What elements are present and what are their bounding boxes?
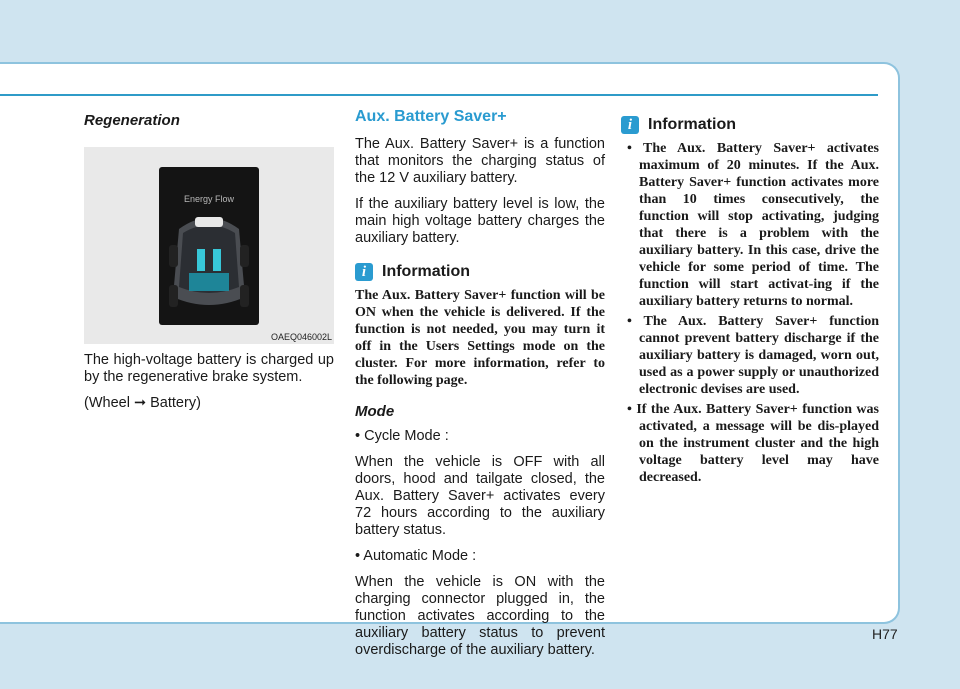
info-header-2 [621,116,879,134]
aux-battery-heading: Aux. Battery Saver+ [355,108,507,125]
car-icon [159,167,259,325]
info-bullet-1: • The Aux. Battery Saver+ activates maximum of 20 minutes. If the Aux. Battery Saver+ function activates more than 10 times consecutively, the function will stop activating, judging that there is a problem with the auxiliary battery. In this case, drive the vehicle for some period of time. The function will start activat-ing if the auxiliary battery returns to normal. [627,141,879,309]
column-information [621,112,879,489]
cycle-mode-bullet: • Cycle Mode : [355,428,449,444]
regeneration-heading: Regeneration [84,112,180,129]
info-text: The Aux. Battery Saver+ function will be ON when the vehicle is delivered. If the function is not needed, you may turn it off in the Users Settings mode on the cluster. For more information, refer to the following page. [355,288,605,388]
header-rule [0,94,878,96]
figure-code: OAEQ046002L [270,332,332,342]
cluster-screen [159,167,259,325]
column-regeneration [84,108,334,421]
info-bullet-3: • If the Aux. Battery Saver+ function was activated, a message will be dis-played on the instrument cluster and the high voltage battery level may have decreased. [627,402,879,485]
info-icon: i [355,263,373,281]
info-title: Information [382,263,470,280]
column-aux-battery-saver [355,108,605,668]
aux-paragraph-1: The Aux. Battery Saver+ is a function that monitors the charging status of the 12 V auxiliary battery. [355,136,605,186]
screen-title: Energy Flow [183,194,235,204]
regeneration-text: The high-voltage battery is charged up by the regenerative brake system. [84,352,334,385]
info-icon: i [621,116,639,134]
info-header [355,263,605,281]
energy-flow-figure [84,147,334,344]
regeneration-flow: (Wheel ➞ Battery) [84,395,201,411]
info-bullet-2: • The Aux. Battery Saver+ function cannot prevent battery discharge if the auxiliary battery is damaged, worn out, used as a power supply or unauthorized electronic devises are used. [627,314,879,397]
mode-heading: Mode [355,403,395,420]
info-title-2: Information [648,116,736,133]
automatic-mode-text: When the vehicle is ON with the charging connector plugged in, the function activates according to the auxiliary battery status to prevent overdischarge of the auxiliary battery. [355,574,605,658]
automatic-mode-bullet: • Automatic Mode : [355,548,477,564]
aux-paragraph-2: If the auxiliary battery level is low, the main high voltage battery charges the auxiliary battery. [355,196,605,246]
cycle-mode-text: When the vehicle is OFF with all doors, hood and tailgate closed, the Aux. Battery Saver+ activates every 72 hours according to the auxiliary battery status. [355,454,605,538]
page-number: H77 [872,626,898,642]
